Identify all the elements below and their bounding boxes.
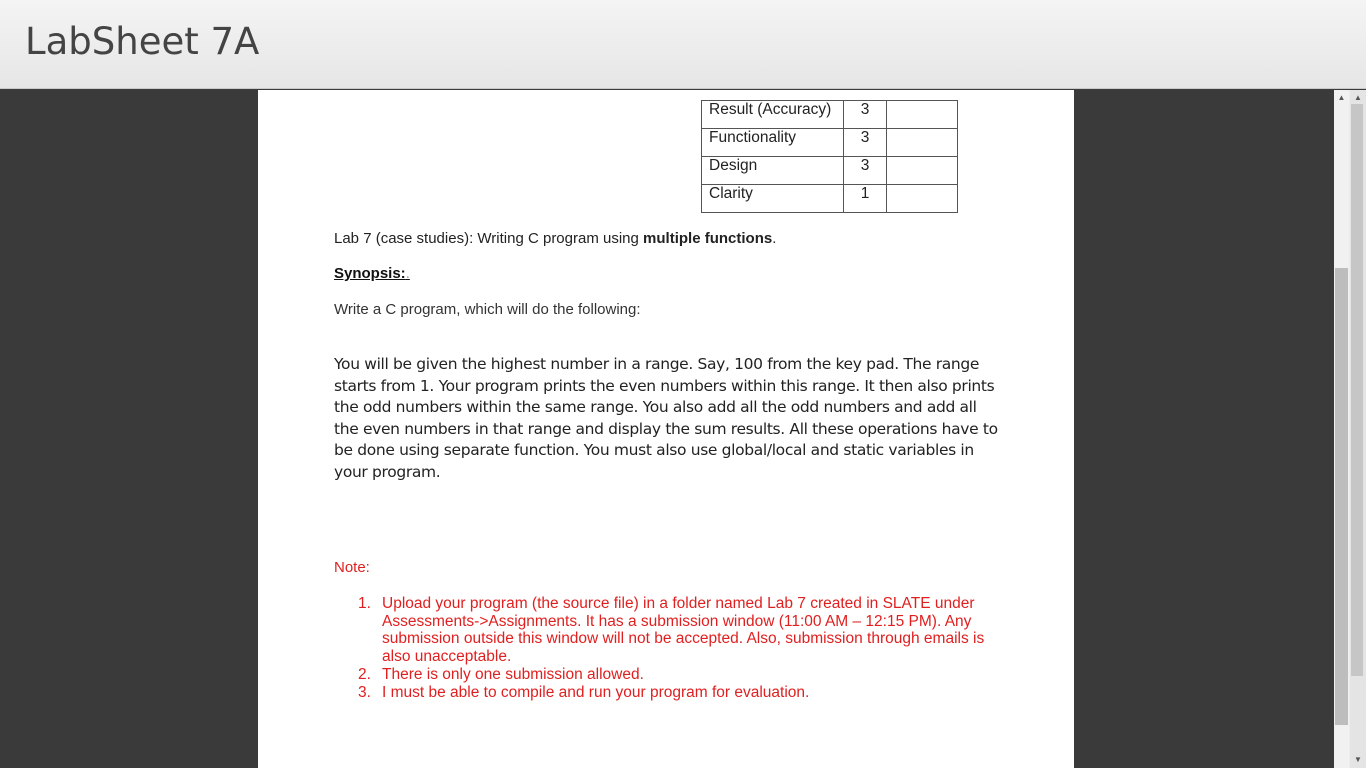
document-page [258,90,1074,768]
arrow-down-icon[interactable]: ▼ [1354,755,1362,764]
rubric-criterion: Design [702,157,844,185]
rubric-score [887,101,958,129]
list-item [334,684,1004,702]
list-text: I must be able to compile and run your program for evaluation. [382,683,810,701]
lab-title [334,230,776,247]
synopsis-heading [334,265,410,282]
header-bar [0,0,1366,89]
rubric-points: 3 [844,129,887,157]
notes-list [334,595,1004,701]
lab-title-suffix: . [772,230,777,247]
rubric-criterion: Clarity [702,185,844,213]
rubric-criterion: Functionality [702,129,844,157]
scroll-thumb-outer[interactable] [1351,104,1363,676]
rubric-score [887,129,958,157]
arrow-up-icon[interactable]: ▲ [1354,93,1362,102]
list-item [334,666,1004,684]
rubric-score [887,157,958,185]
lab-title-prefix: Lab 7 (case studies): Writing C program using [334,230,644,247]
rubric-points: 3 [844,157,887,185]
table-row [702,101,958,129]
arrow-up-icon[interactable]: ▲ [1337,93,1346,102]
table-row [702,157,958,185]
scroll-thumb-inner[interactable] [1335,268,1348,725]
list-text: Upload your program (the source file) in a folder named Lab 7 created in SLATE under Assessments->Assignments. It has a submission window (11:00 AM – 12:15 PM). Any submission outside this window will not be accepted. Also, submission through emails is also unacceptable. [382,595,985,666]
lab-title-bold: multiple functions [643,230,773,247]
instruction-text: Write a C program, which will do the following: [334,301,641,318]
list-text: There is only one submission allowed. [382,665,644,683]
list-item [334,595,1004,666]
rubric-points: 1 [844,185,887,213]
page-title: LabSheet 7A [25,20,260,63]
synopsis-label: Synopsis: [334,265,406,282]
rubric-points: 3 [844,101,887,129]
list-number: 1. [358,595,371,612]
task-description: You will be given the highest number in a range. Say, 100 from the key pad. The range starts from 1. Your program prints the even numbers within this range. It then also prints the odd numbers within the same range. You also add all the odd numbers and add all the even numbers in that range and display the sum results. All these operations have to be done using separate function. You must also use global/local and static variables in your program. [334,355,998,481]
list-number: 3. [358,683,371,701]
list-number: 2. [358,665,371,683]
table-row [702,129,958,157]
synopsis-suffix: . [405,265,410,282]
rubric-table [701,100,958,213]
table-row [702,185,958,213]
rubric-criterion: Result (Accuracy) [702,101,844,129]
rubric-score [887,185,958,213]
scrollbar[interactable] [1334,90,1366,768]
note-label: Note: [334,559,370,576]
